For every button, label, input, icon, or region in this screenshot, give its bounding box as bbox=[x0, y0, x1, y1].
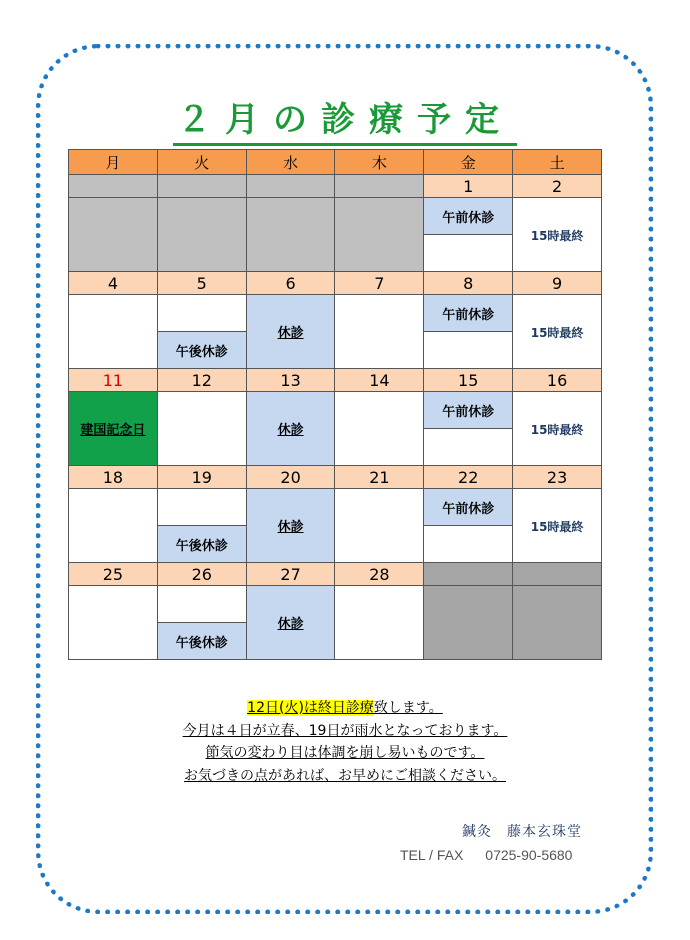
date-cell: 28 bbox=[335, 563, 424, 586]
day-cell-thu bbox=[335, 392, 424, 466]
day-cell-tue bbox=[157, 295, 246, 369]
morning-closed-label: 午前休診 bbox=[424, 198, 512, 234]
date-cell: 16 bbox=[513, 369, 602, 392]
date-cell: 15 bbox=[424, 369, 513, 392]
week4-date-row bbox=[69, 466, 602, 489]
day-cell-thu bbox=[335, 586, 424, 660]
weekday-thu: 木 bbox=[335, 150, 424, 175]
day-cell-tue bbox=[157, 489, 246, 563]
date-cell: 23 bbox=[513, 466, 602, 489]
morning-closed-label: 午前休診 bbox=[424, 489, 512, 525]
date-cell: 2 bbox=[513, 175, 602, 198]
day-cell-tue bbox=[157, 586, 246, 660]
notice-text bbox=[0, 697, 690, 787]
date-cell: 26 bbox=[157, 563, 246, 586]
day-cell-empty bbox=[246, 198, 335, 272]
weekday-header-row bbox=[69, 150, 602, 175]
day-cell-empty bbox=[335, 198, 424, 272]
afternoon-closed-label: 午後休診 bbox=[158, 525, 246, 562]
date-cell: 5 bbox=[157, 272, 246, 295]
date-cell-empty bbox=[335, 175, 424, 198]
morning-closed-label: 午前休診 bbox=[424, 392, 512, 428]
day-cell-fri bbox=[424, 198, 513, 272]
week1-date-row bbox=[69, 175, 602, 198]
day-cell-empty bbox=[157, 198, 246, 272]
last-appointment-label: 15時最終 bbox=[530, 423, 584, 437]
date-cell: 18 bbox=[69, 466, 158, 489]
day-cell-tue bbox=[157, 392, 246, 466]
closed-label: 休診 bbox=[277, 520, 304, 535]
day-cell-thu bbox=[335, 295, 424, 369]
week3-date-row bbox=[69, 369, 602, 392]
calendar-table bbox=[68, 149, 602, 660]
week4-body-row bbox=[69, 489, 602, 563]
last-appointment-label: 15時最終 bbox=[530, 520, 584, 534]
last-appointment-label: 15時最終 bbox=[530, 326, 584, 340]
day-cell-fri bbox=[424, 392, 513, 466]
tel-number: 0725-90-5680 bbox=[485, 847, 573, 863]
week5-date-row bbox=[69, 563, 602, 586]
date-cell: 25 bbox=[69, 563, 158, 586]
week1-body-row bbox=[69, 198, 602, 272]
notice-line-1: 12日(火)は終日診療致します。 bbox=[247, 700, 443, 716]
last-appointment-label: 15時最終 bbox=[530, 229, 584, 243]
weekday-wed: 水 bbox=[246, 150, 335, 175]
holiday-label: 建国記念日 bbox=[80, 423, 146, 438]
day-cell-mon bbox=[69, 295, 158, 369]
clinic-name: 鍼灸 藤本玄珠堂 bbox=[462, 824, 582, 840]
page-title: ２月の診療予定 bbox=[0, 92, 690, 146]
notice-line-2: 今月は４日が立春、19日が雨水となっております。 bbox=[182, 722, 508, 739]
date-cell: 4 bbox=[69, 272, 158, 295]
date-cell: 12 bbox=[157, 369, 246, 392]
closed-label: 休診 bbox=[277, 617, 304, 632]
date-cell: 6 bbox=[246, 272, 335, 295]
date-cell: 1 bbox=[424, 175, 513, 198]
notice-line-4: お気づきの点があれば、お早めにご相談ください。 bbox=[184, 767, 506, 784]
closed-label: 休診 bbox=[277, 423, 304, 438]
day-cell-mon bbox=[69, 586, 158, 660]
day-cell-wed bbox=[246, 489, 335, 563]
day-cell-empty bbox=[69, 198, 158, 272]
morning-closed-label: 午前休診 bbox=[424, 295, 512, 331]
week2-body-row bbox=[69, 295, 602, 369]
date-cell-empty bbox=[246, 175, 335, 198]
day-cell-empty bbox=[513, 586, 602, 660]
week2-date-row bbox=[69, 272, 602, 295]
date-cell: 19 bbox=[157, 466, 246, 489]
date-cell: 13 bbox=[246, 369, 335, 392]
date-cell: 8 bbox=[424, 272, 513, 295]
date-cell: 14 bbox=[335, 369, 424, 392]
date-cell: 20 bbox=[246, 466, 335, 489]
tel-label: TEL / FAX bbox=[400, 847, 464, 863]
day-cell-sat bbox=[513, 489, 602, 563]
date-cell: 22 bbox=[424, 466, 513, 489]
day-cell-wed bbox=[246, 586, 335, 660]
day-cell-empty bbox=[424, 586, 513, 660]
weekday-fri: 金 bbox=[424, 150, 513, 175]
date-cell: 21 bbox=[335, 466, 424, 489]
day-cell-fri bbox=[424, 489, 513, 563]
date-cell-holiday: 11 bbox=[69, 369, 158, 392]
highlighted-notice: 12日(火)は終日診療 bbox=[247, 700, 374, 716]
weekday-tue: 火 bbox=[157, 150, 246, 175]
day-cell-thu bbox=[335, 489, 424, 563]
date-cell-empty bbox=[157, 175, 246, 198]
date-cell-empty bbox=[424, 563, 513, 586]
day-cell-holiday bbox=[69, 392, 158, 466]
week3-body-row bbox=[69, 392, 602, 466]
day-cell-fri bbox=[424, 295, 513, 369]
weekday-sat: 土 bbox=[513, 150, 602, 175]
week5-body-row bbox=[69, 586, 602, 660]
day-cell-sat bbox=[513, 198, 602, 272]
date-cell: 7 bbox=[335, 272, 424, 295]
day-cell-wed bbox=[246, 392, 335, 466]
day-cell-mon bbox=[69, 489, 158, 563]
afternoon-closed-label: 午後休診 bbox=[158, 622, 246, 659]
date-cell: 27 bbox=[246, 563, 335, 586]
date-cell-empty bbox=[513, 563, 602, 586]
afternoon-closed-label: 午後休診 bbox=[158, 331, 246, 368]
date-cell-empty bbox=[69, 175, 158, 198]
weekday-mon: 月 bbox=[69, 150, 158, 175]
contact-line bbox=[400, 847, 572, 863]
date-cell: 9 bbox=[513, 272, 602, 295]
notice-line-3: 節気の変わり目は体調を崩し易いものです。 bbox=[205, 745, 485, 761]
day-cell-sat bbox=[513, 392, 602, 466]
day-cell-sat bbox=[513, 295, 602, 369]
day-cell-wed bbox=[246, 295, 335, 369]
closed-label: 休診 bbox=[277, 326, 304, 341]
